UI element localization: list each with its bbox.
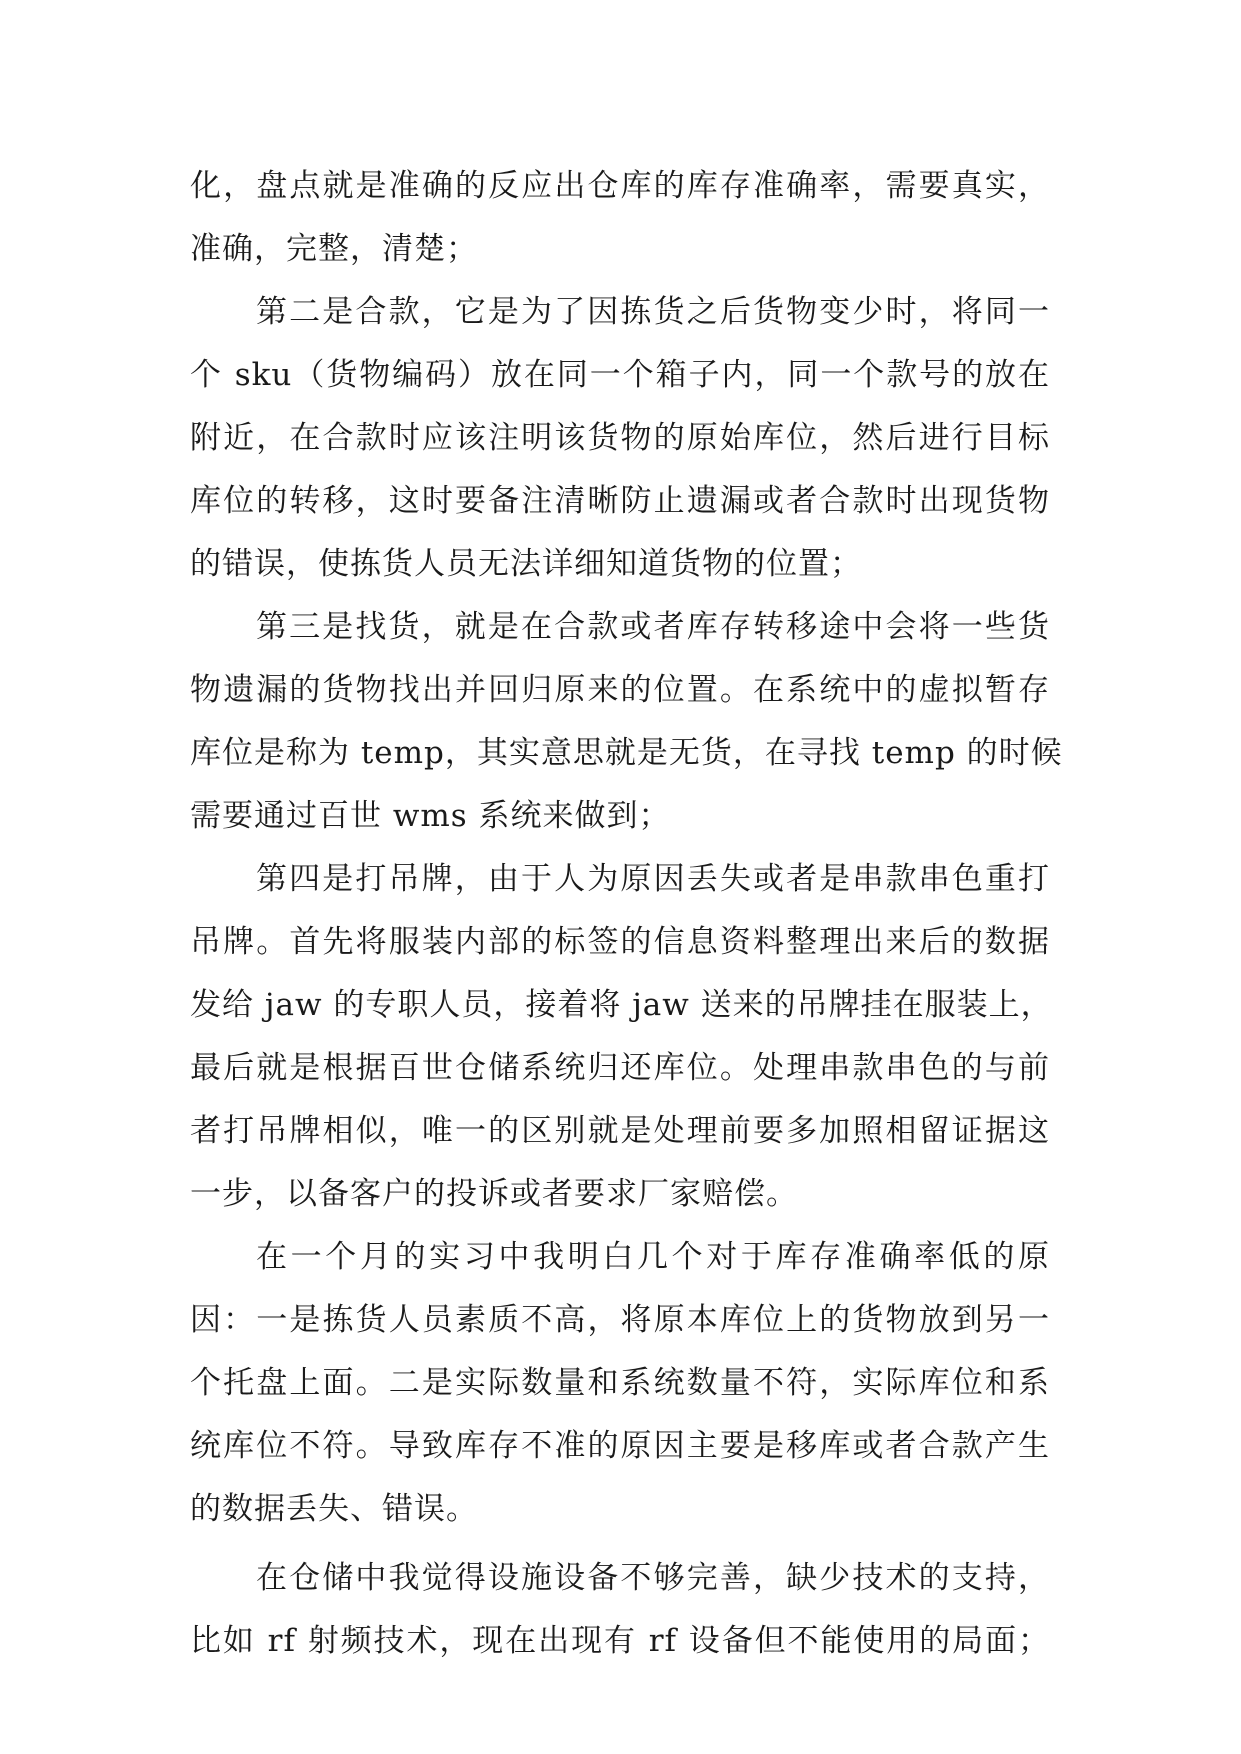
text-line: 吊牌。首先将服装内部的标签的信息资料整理出来后的数据: [190, 924, 1050, 960]
text-line: 统库位不符。导致库存不准的原因主要是移库或者合款产生: [190, 1428, 1050, 1464]
text-line: 比如 rf 射频技术，现在出现有 rf 设备但不能使用的局面；: [190, 1623, 1050, 1659]
text-line: 一步，以备客户的投诉或者要求厂家赔偿。: [190, 1176, 798, 1212]
paragraph-start-line: 第二是合款，它是为了因拣货之后货物变少时，将同一: [256, 294, 1050, 330]
paragraph-start-line: 在一个月的实习中我明白几个对于库存准确率低的原: [256, 1239, 1050, 1275]
text-line: 附近，在合款时应该注明该货物的原始库位，然后进行目标: [190, 420, 1050, 456]
text-line: 化，盘点就是准确的反应出仓库的库存准确率，需要真实，: [190, 168, 1050, 204]
text-line: 库位是称为 temp，其实意思就是无货，在寻找 temp 的时候: [190, 735, 1063, 771]
text-line: 最后就是根据百世仓储系统归还库位。处理串款串色的与前: [190, 1050, 1050, 1086]
text-line: 的数据丢失、错误。: [190, 1491, 478, 1527]
paragraph-start-line: 第四是打吊牌，由于人为原因丢失或者是串款串色重打: [256, 861, 1050, 897]
document-page: [190, 155, 1063, 1673]
text-line: 因：一是拣货人员素质不高，将原本库位上的货物放到另一: [190, 1302, 1050, 1338]
paragraph-start-line: 第三是找货，就是在合款或者库存转移途中会将一些货: [256, 609, 1050, 645]
paragraph-start-line: 在仓储中我觉得设施设备不够完善，缺少技术的支持，: [256, 1560, 1050, 1596]
text-line: 发给 jaw 的专职人员，接着将 jaw 送来的吊牌挂在服装上，: [190, 987, 1053, 1023]
text-line: 者打吊牌相似，唯一的区别就是处理前要多加照相留证据这: [190, 1113, 1050, 1149]
text-line: 需要通过百世 wms 系统来做到；: [190, 798, 671, 834]
text-line: 个托盘上面。二是实际数量和系统数量不符，实际库位和系: [190, 1365, 1050, 1401]
text-line: 物遗漏的货物找出并回归原来的位置。在系统中的虚拟暂存: [190, 672, 1050, 708]
text-line: 个 sku（货物编码）放在同一个箱子内，同一个款号的放在: [190, 357, 1050, 393]
text-line: 库位的转移，这时要备注清晰防止遗漏或者合款时出现货物: [190, 483, 1050, 519]
text-line: 的错误，使拣货人员无法详细知道货物的位置；: [190, 546, 862, 582]
text-line: 准确，完整，清楚；: [190, 231, 478, 267]
